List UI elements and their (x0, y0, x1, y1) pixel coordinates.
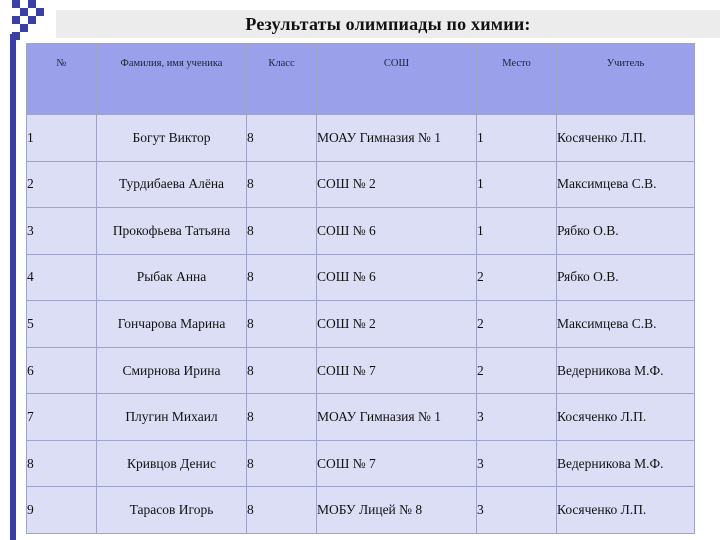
cell-number: 9 (27, 487, 97, 534)
cell-class: 8 (247, 394, 317, 441)
cell-student-name: Рыбак Анна (97, 254, 247, 301)
cell-number: 2 (27, 161, 97, 208)
table-row (27, 394, 695, 441)
cell-class: 8 (247, 301, 317, 348)
cell-school: МОАУ Гимназия № 1 (317, 115, 477, 162)
table-row (27, 161, 695, 208)
cell-teacher: Рябко О.В. (557, 254, 695, 301)
table-header-row (27, 44, 695, 115)
cell-teacher: Максимцева С.В. (557, 301, 695, 348)
cell-class: 8 (247, 440, 317, 487)
header-place: Место (477, 44, 557, 115)
cell-place: 3 (477, 394, 557, 441)
cell-place: 3 (477, 440, 557, 487)
table-row (27, 115, 695, 162)
cell-place: 3 (477, 487, 557, 534)
cell-student-name: Смирнова Ирина (97, 347, 247, 394)
table-row (27, 254, 695, 301)
cell-teacher: Рябко О.В. (557, 208, 695, 255)
cell-number: 5 (27, 301, 97, 348)
cell-number: 4 (27, 254, 97, 301)
cell-student-name: Гончарова Марина (97, 301, 247, 348)
cell-class: 8 (247, 208, 317, 255)
cell-teacher: Косяченко Л.П. (557, 394, 695, 441)
cell-place: 2 (477, 254, 557, 301)
cell-place: 2 (477, 347, 557, 394)
header-teacher: Учитель (557, 44, 695, 115)
cell-number: 8 (27, 440, 97, 487)
cell-student-name: Тарасов Игорь (97, 487, 247, 534)
cell-place: 2 (477, 301, 557, 348)
cell-place: 1 (477, 115, 557, 162)
table-row (27, 487, 695, 534)
cell-school: СОШ № 2 (317, 301, 477, 348)
decorative-checker-icon (12, 0, 52, 40)
cell-class: 8 (247, 487, 317, 534)
cell-teacher: Косяченко Л.П. (557, 487, 695, 534)
cell-number: 1 (27, 115, 97, 162)
table-row (27, 208, 695, 255)
cell-student-name: Плугин Михаил (97, 394, 247, 441)
left-accent-bar (10, 34, 16, 540)
cell-class: 8 (247, 254, 317, 301)
table-row (27, 301, 695, 348)
header-student-name: Фамилия, имя ученика (97, 44, 247, 115)
header-class: Класс (247, 44, 317, 115)
cell-student-name: Кривцов Денис (97, 440, 247, 487)
table-row (27, 440, 695, 487)
cell-class: 8 (247, 115, 317, 162)
cell-school: СОШ № 2 (317, 161, 477, 208)
header-school: СОШ (317, 44, 477, 115)
cell-place: 1 (477, 161, 557, 208)
cell-student-name: Богут Виктор (97, 115, 247, 162)
cell-school: СОШ № 7 (317, 440, 477, 487)
cell-teacher: Ведерникова М.Ф. (557, 440, 695, 487)
header-number: № (27, 44, 97, 115)
cell-school: СОШ № 7 (317, 347, 477, 394)
cell-number: 7 (27, 394, 97, 441)
cell-student-name: Турдибаева Алёна (97, 161, 247, 208)
cell-place: 1 (477, 208, 557, 255)
cell-teacher: Максимцева С.В. (557, 161, 695, 208)
cell-school: СОШ № 6 (317, 254, 477, 301)
cell-number: 3 (27, 208, 97, 255)
results-table (26, 43, 695, 534)
cell-teacher: Ведерникова М.Ф. (557, 347, 695, 394)
cell-school: МОБУ Лицей № 8 (317, 487, 477, 534)
table-row (27, 347, 695, 394)
page-title: Результаты олимпиады по химии: (245, 13, 531, 34)
cell-school: СОШ № 6 (317, 208, 477, 255)
cell-class: 8 (247, 347, 317, 394)
cell-school: МОАУ Гимназия № 1 (317, 394, 477, 441)
cell-teacher: Косяченко Л.П. (557, 115, 695, 162)
cell-student-name: Прокофьева Татьяна (97, 208, 247, 255)
cell-class: 8 (247, 161, 317, 208)
cell-number: 6 (27, 347, 97, 394)
